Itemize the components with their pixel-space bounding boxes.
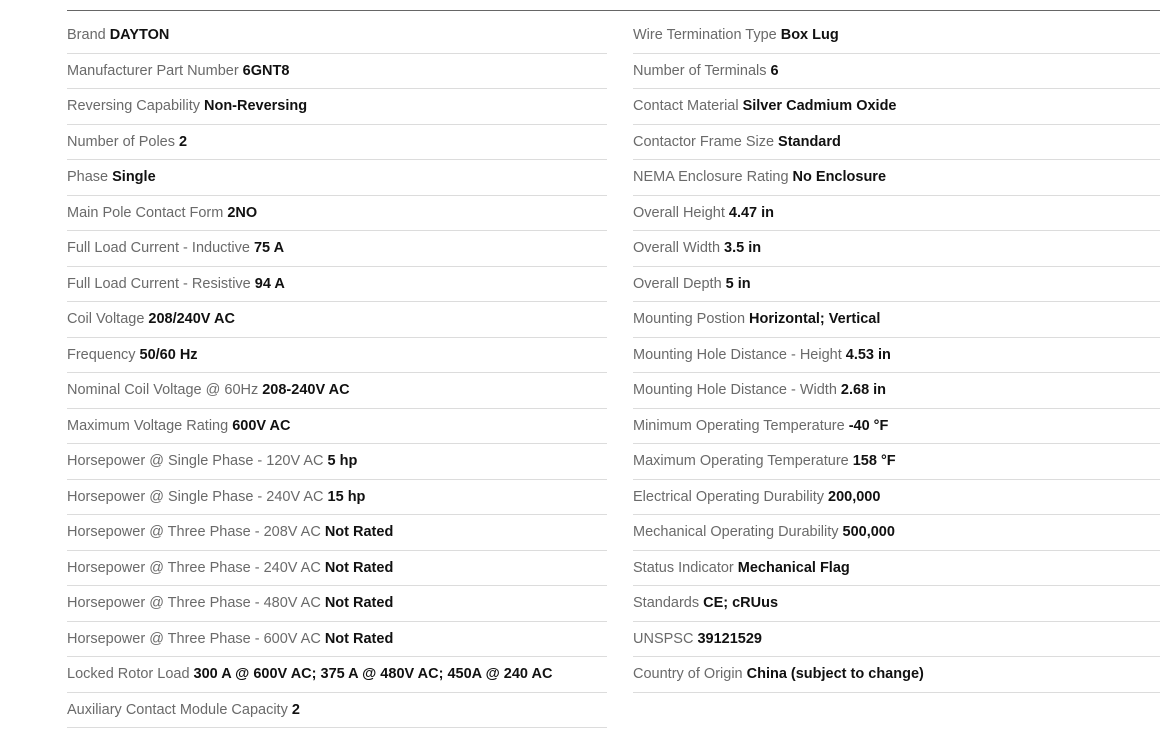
- spec-label: Full Load Current - Inductive: [67, 240, 250, 256]
- spec-label: Brand: [67, 27, 106, 43]
- spec-row: [633, 302, 1160, 338]
- spec-value: 208/240V AC: [148, 311, 235, 327]
- spec-value: 200,000: [828, 488, 881, 505]
- spec-label: Maximum Voltage Rating: [67, 417, 229, 434]
- spec-label: Full Load Current - Resistive: [67, 275, 251, 292]
- spec-value: Not Rated: [324, 559, 394, 576]
- spec-value: 4.47 in: [728, 204, 775, 221]
- spec-value: 2NO: [227, 204, 258, 221]
- spec-label: Horsepower @ Three Phase - 480V AC: [67, 595, 321, 611]
- spec-label: Manufacturer Part Number: [67, 62, 239, 79]
- spec-label: UNSPSC: [633, 630, 694, 647]
- spec-value: 5 in: [725, 275, 751, 292]
- spec-value: Not Rated: [324, 524, 394, 540]
- spec-row: [633, 125, 1160, 161]
- spec-row: [67, 586, 607, 622]
- spec-label: Overall Height: [633, 204, 725, 221]
- spec-label: Number of Terminals: [633, 62, 767, 79]
- spec-list-right: [633, 18, 1160, 693]
- spec-value: Box Lug: [780, 27, 839, 43]
- spec-row: [67, 160, 607, 196]
- spec-row: [633, 373, 1160, 409]
- spec-row: [67, 409, 607, 445]
- spec-label: Mounting Hole Distance - Width: [633, 382, 837, 398]
- spec-label: Frequency: [67, 346, 136, 363]
- spec-value: Not Rated: [324, 630, 394, 647]
- spec-label: Overall Width: [633, 240, 721, 256]
- spec-label: Horsepower @ Three Phase - 600V AC: [67, 630, 321, 647]
- spec-value: DAYTON: [109, 27, 170, 43]
- spec-value: 2.68 in: [840, 382, 887, 398]
- spec-row: [633, 622, 1160, 658]
- spec-label: Number of Poles: [67, 133, 175, 150]
- spec-value: 50/60 Hz: [139, 346, 198, 363]
- spec-value: 2: [179, 133, 188, 150]
- spec-label: Nominal Coil Voltage @ 60Hz: [67, 382, 259, 398]
- spec-value: 94 A: [254, 275, 285, 292]
- spec-label: Horsepower @ Single Phase - 120V AC: [67, 453, 324, 469]
- spec-value: 2: [291, 701, 300, 718]
- spec-label: Status Indicator: [633, 559, 734, 576]
- spec-row: [633, 54, 1160, 90]
- spec-value: 75 A: [253, 240, 285, 256]
- spec-row: [633, 480, 1160, 516]
- spec-value: 3.5 in: [724, 240, 762, 256]
- spec-value: CE; cRUus: [703, 595, 779, 611]
- spec-row: [633, 515, 1160, 551]
- spec-label: Electrical Operating Durability: [633, 488, 824, 505]
- spec-label: Horsepower @ Three Phase - 240V AC: [67, 559, 321, 576]
- spec-label: Mechanical Operating Durability: [633, 524, 839, 540]
- spec-value: 600V AC: [232, 417, 291, 434]
- spec-row: [633, 551, 1160, 587]
- spec-label: NEMA Enclosure Rating: [633, 169, 789, 185]
- spec-value: 5 hp: [327, 453, 358, 469]
- spec-row: [67, 551, 607, 587]
- spec-label: Main Pole Contact Form: [67, 204, 224, 221]
- spec-row: [633, 18, 1160, 54]
- spec-row: [67, 18, 607, 54]
- spec-row: [633, 89, 1160, 125]
- spec-value: 6: [770, 62, 779, 79]
- spec-label: Horsepower @ Single Phase - 240V AC: [67, 488, 324, 505]
- spec-row: [67, 622, 607, 658]
- spec-value: Mechanical Flag: [737, 559, 850, 576]
- spec-row: [633, 267, 1160, 303]
- spec-list-left: [67, 18, 607, 728]
- spec-value: 208-240V AC: [262, 382, 350, 398]
- spec-value: Standard: [778, 133, 841, 150]
- spec-row: [67, 444, 607, 480]
- spec-row: [67, 657, 607, 693]
- spec-label: Wire Termination Type: [633, 27, 777, 43]
- spec-label: Horsepower @ Three Phase - 208V AC: [67, 524, 321, 540]
- spec-value: 15 hp: [327, 488, 366, 505]
- spec-row: [67, 373, 607, 409]
- spec-row: [67, 302, 607, 338]
- spec-label: Maximum Operating Temperature: [633, 453, 849, 469]
- spec-label: Minimum Operating Temperature: [633, 417, 845, 434]
- spec-label: Reversing Capability: [67, 98, 200, 114]
- spec-label: Locked Rotor Load: [67, 666, 190, 682]
- spec-value: 158 °F: [852, 453, 896, 469]
- spec-value: Silver Cadmium Oxide: [742, 98, 897, 114]
- spec-row: [67, 338, 607, 374]
- spec-value: 300 A @ 600V AC; 375 A @ 480V AC; 450A @ 240 AC: [193, 666, 553, 682]
- spec-value: Not Rated: [324, 595, 394, 611]
- spec-row: [67, 480, 607, 516]
- spec-row: [633, 160, 1160, 196]
- spec-value: Horizontal; Vertical: [749, 311, 881, 327]
- spec-row: [633, 586, 1160, 622]
- spec-row: [67, 54, 607, 90]
- spec-row: [67, 515, 607, 551]
- spec-value: Non-Reversing: [203, 98, 308, 114]
- spec-value: 39121529: [697, 630, 762, 647]
- spec-label: Overall Depth: [633, 275, 722, 292]
- spec-row: [67, 267, 607, 303]
- spec-row: [633, 196, 1160, 232]
- spec-label: Standards: [633, 595, 700, 611]
- spec-label: Coil Voltage: [67, 311, 145, 327]
- spec-row: [633, 409, 1160, 445]
- spec-label: Contactor Frame Size: [633, 133, 775, 150]
- spec-value: Single: [112, 169, 156, 185]
- spec-row: [633, 657, 1160, 693]
- spec-label: Auxiliary Contact Module Capacity: [67, 701, 288, 718]
- spec-value: -40 °F: [848, 417, 889, 434]
- spec-row: [67, 196, 607, 232]
- spec-value: 4.53 in: [845, 346, 891, 363]
- spec-row: [633, 444, 1160, 480]
- spec-row: [67, 89, 607, 125]
- spec-label: Mounting Hole Distance - Height: [633, 346, 842, 363]
- table-top-divider: [67, 10, 1160, 11]
- spec-label: Country of Origin: [633, 666, 743, 682]
- spec-row: [67, 231, 607, 267]
- spec-row: [67, 125, 607, 161]
- spec-value: China (subject to change): [746, 666, 924, 682]
- spec-value: No Enclosure: [792, 169, 887, 185]
- spec-label: Contact Material: [633, 98, 739, 114]
- spec-value: 500,000: [842, 524, 895, 540]
- spec-label: Phase: [67, 169, 109, 185]
- spec-value: 6GNT8: [242, 62, 290, 79]
- spec-row: [67, 693, 607, 729]
- spec-row: [633, 338, 1160, 374]
- spec-row: [633, 231, 1160, 267]
- spec-label: Mounting Postion: [633, 311, 746, 327]
